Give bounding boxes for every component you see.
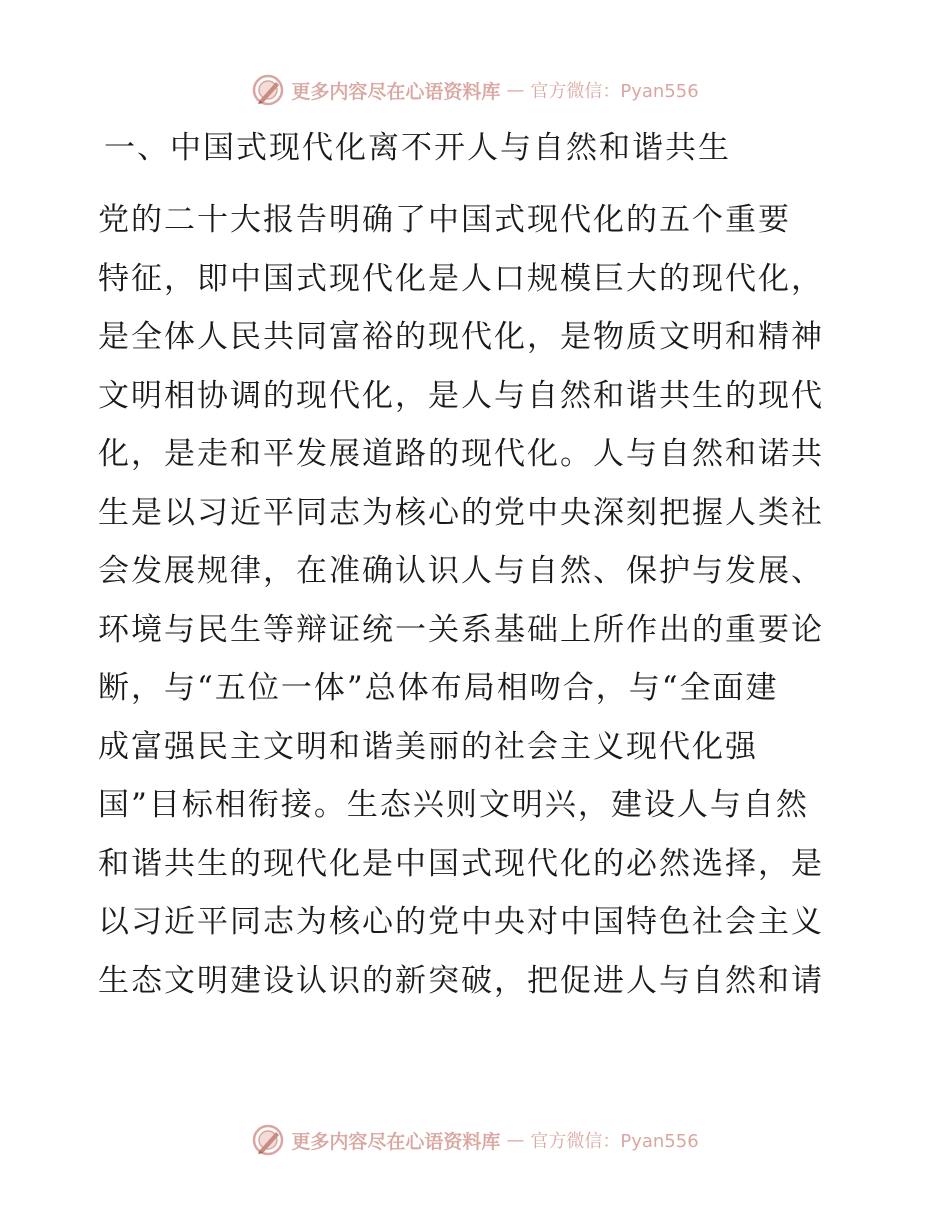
paragraph-line: 化，是走和平发展道路的现代化。人与自然和诺共 [98, 436, 824, 472]
paragraph-line: 文明相协调的现代化，是人与自然和谐共生的现代 [98, 377, 824, 414]
watermark-dash: — [506, 79, 525, 101]
paragraph-line: 特征，即中国式现代化是人口规模巨大的现代化， [98, 260, 824, 297]
paragraph-line: 会发展规律，在准确认识人与自然、保护与发展、 [98, 553, 824, 589]
section-heading: 一、中国式现代化离不开人与自然和谐共生 [104, 130, 731, 166]
paragraph-line: 是全体人民共同富裕的现代化，是物质文明和精神 [98, 319, 824, 355]
watermark-text: 更多内容尽在心语资料库 [291, 1130, 501, 1153]
paragraph-line: 和谐共生的现代化是中国式现代化的必然选择，是 [98, 845, 824, 882]
paragraph-line: 国”目标相衔接。生态兴则文明兴，建设人与自然 [98, 787, 809, 823]
paragraph-line: 以习近平同志为核心的党中央对中国特色社会主义 [98, 904, 824, 940]
paragraph-line: 生是以习近平同志为核心的党中央深刻把握人类社 [98, 494, 824, 531]
header-watermark [0, 70, 950, 110]
paragraph-line: 生态文明建设认识的新突破，把促进人与自然和请 [98, 962, 824, 999]
watermark-dash: — [506, 1129, 525, 1151]
pen-logo-icon [251, 1123, 285, 1157]
paragraph-line: 环境与民生等辩证统一关系基础上所作出的重要论 [98, 611, 824, 648]
watermark-wechat: 官方微信：Pyan556 [530, 1131, 699, 1152]
footer-watermark [0, 1120, 950, 1160]
paragraph-line: 成富强民主文明和谐美丽的社会主义现代化强 [98, 728, 758, 765]
body-paragraph [98, 198, 858, 1017]
watermark-wechat: 官方微信：Pyan556 [530, 81, 699, 102]
pen-logo-icon [251, 73, 285, 107]
paragraph-line: 断，与“五位一体”总体布局相吻合，与“全面建 [98, 670, 779, 706]
watermark-text: 更多内容尽在心语资料库 [291, 80, 501, 103]
paragraph-line: 党的二十大报告明确了中国式现代化的五个重要 [98, 202, 791, 238]
